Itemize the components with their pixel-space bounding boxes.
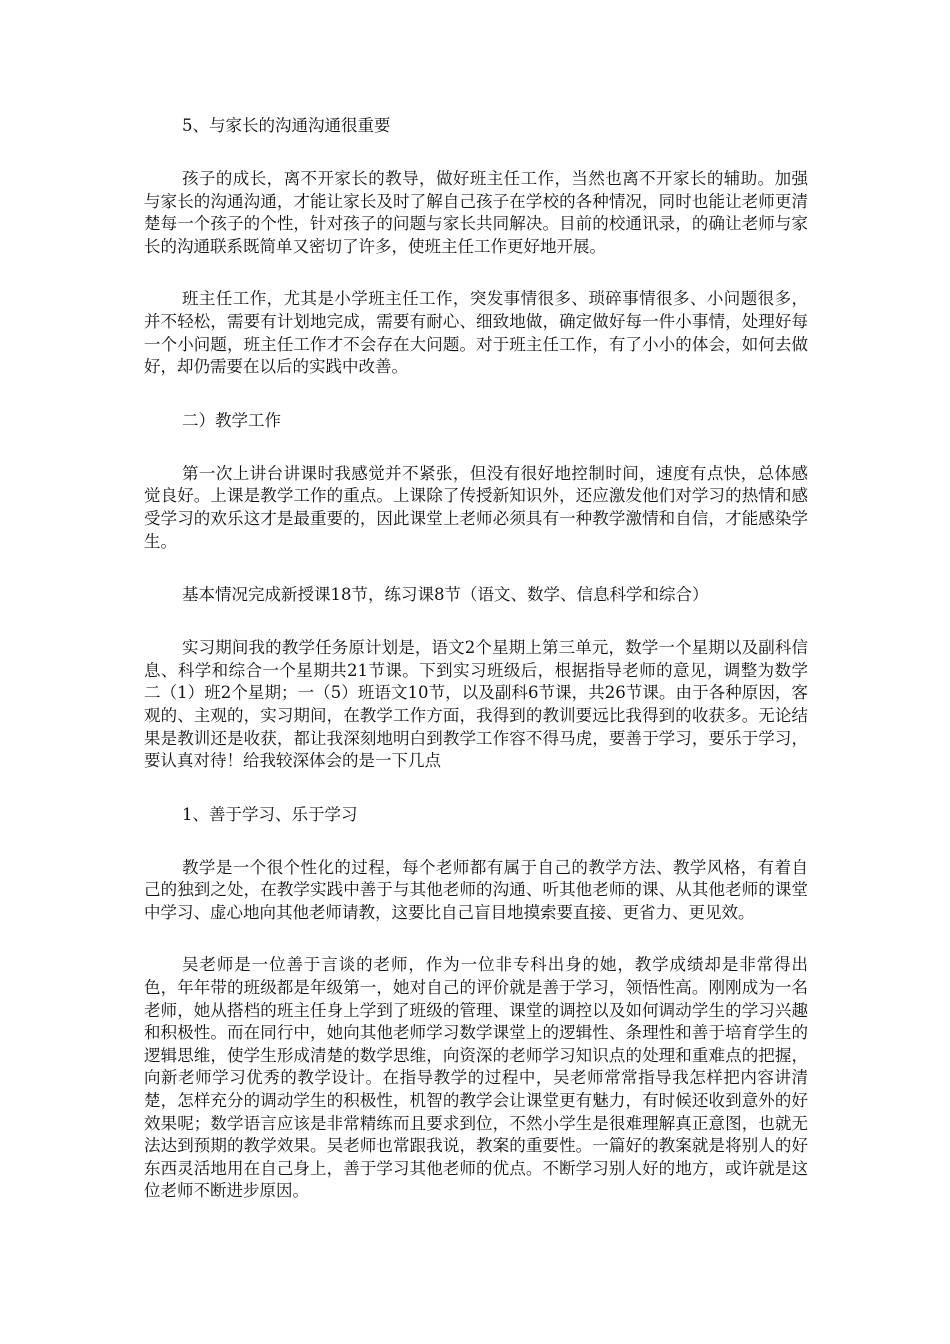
paragraph-class-teacher-summary: 班主任工作，尤其是小学班主任工作，突发事情很多、琐碎事情很多、小问题很多，并不轻松，需要有计划地完成，需要有耐心、细致地做，确定做好每一件小事情，处理好每一个小问题，班主任工作才不会存在大问题。对于班主任工作，有了小小的体会，如何去做好，却仍需要在以后的实践中改善。 — [144, 289, 808, 377]
basic-situation-line: 基本情况完成新授课18节，练习课8节（语文、数学、信息科学和综合） — [182, 585, 709, 605]
section-heading-teaching-work: 二）教学工作 — [182, 410, 281, 430]
paragraph-first-lecture: 第一次上讲台讲课时我感觉并不紧张，但没有很好地控制时间，速度有点快，总体感觉良好。上课是教学工作的重点。上课除了传授新知识外，还应激发他们对学习的热情和感受学习的欢乐这才是最重要的，因此课堂上老师必须具有一种教学激情和自信，才能感染学生。 — [144, 463, 808, 551]
section-heading-parent-communication: 5、与家长的沟通沟通很重要 — [182, 116, 391, 135]
paragraph-teaching-plan: 实习期间我的教学任务原计划是，语文2个星期上第三单元，数学一个星期以及副科信息、科学和综合一个星期共21节课。下到实习班级后，根据指导老师的意见，调整为数学二（1）班2个星期；一（5）班语文10节，以及副科6节课，共26节课。由于各种原因，客观的、主观的，实习期间，在教学工作方面，我得到的教训要远比我得到的收获多。无论结果是教训还是收获，都让我深刻地明白到教学工作容不得马虎，要善于学习，要乐于学习，要认真对待！给我较深体会的是一下几点 — [144, 638, 808, 771]
document-page — [144, 104, 808, 1233]
paragraph-teacher-wu: 吴老师是一位善于言谈的老师，作为一位非专科出身的她，教学成绩却是非常得出色，年年带的班级都是年级第一，她对自己的评价就是善于学习，领悟性高。刚刚成为一名老师，她从搭档的班主任身上学到了班级的管理、课堂的调控以及如何调动学生的学习兴趣和积极性。而在同行中，她向其他老师学习数学课堂上的逻辑性、条理性和善于培育学生的逻辑思维，使学生形成清楚的数学思维，向资深的老师学习知识点的处理和重难点的把握，向新老师学习优秀的教学设计。在指导教学的过程中，吴老师常常指导我怎样把内容讲清楚，怎样充分的调动学生的积极性，机智的教学会让课堂更有魅力，有时候还收到意外的好效果呢；数学语言应该是非常精练而且要求到位，不然小学生是很难理解真正意图，也就无法达到预期的教学效果。吴老师也常跟我说，教案的重要性。一篇好的教案就是将别人的好东西灵活地用在自己身上，善于学习其他老师的优点。不断学习别人好的地方，或许就是这位老师不断进步原因。 — [144, 955, 808, 1201]
paragraph-parent-communication: 孩子的成长，离不开家长的教导，做好班主任工作，当然也离不开家长的辅助。加强与家长的沟通沟通，才能让家长及时了解自己孩子在学校的各种情况，同时也能让老师更清楚每一个孩子的个性，针对孩子的问题与家长共同解决。目前的校通讯录，的确让老师与家长的沟通联系既简单又密切了许多，使班主任工作更好地开展。 — [144, 169, 808, 256]
section-heading-good-at-learning: 1、善于学习、乐于学习 — [182, 804, 358, 824]
paragraph-individualized-teaching: 教学是一个很个性化的过程，每个老师都有属于自己的教学方法、教学风格，有着自己的独到之处，在教学实践中善于与其他老师的沟通、听其他老师的课、从其他老师的课堂中学习、虚心地向其他老师请教，这要比自己盲目地摸索要直接、更省力、更见效。 — [144, 857, 808, 922]
